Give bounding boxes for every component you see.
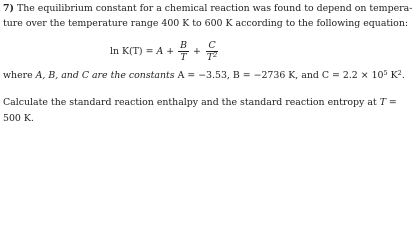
- fraction-c-denominator-base: T: [206, 51, 214, 63]
- problem-line-1: [3, 3, 412, 15]
- fraction-c-denominator-exponent: 2: [213, 50, 218, 59]
- constant-c-exponent: 5: [383, 69, 388, 77]
- fraction-b-denominator: T: [180, 51, 187, 63]
- problem-line-5: [3, 97, 397, 109]
- problem-line-4: [3, 70, 405, 82]
- line4-vars: A, B, and C are the constants: [35, 70, 175, 81]
- equation-plus-2: +: [192, 45, 201, 57]
- problem-text-line-6: 500 K.: [3, 113, 34, 124]
- equation-equals: =: [145, 45, 154, 57]
- fraction-c-denominator: [205, 52, 219, 63]
- equation-a: A: [156, 45, 164, 57]
- constant-c-unit-exponent: 2: [397, 69, 402, 77]
- problem-line-6: [3, 113, 34, 125]
- problem-text-line-1: The equilibrium constant for a chemical reaction was found to depend on tempera-: [16, 3, 412, 14]
- constant-c-prefix: and C = 2.2 × 10: [301, 70, 384, 81]
- fraction-c-over-t2: [205, 40, 219, 63]
- constant-c: and $C = 2.2 \times 10^5$ $K^2$.: [301, 69, 405, 81]
- problem-text-line-2: ture over the temperature range 400 K to 600 K according to the following equation:: [3, 18, 409, 29]
- fraction-b-numerator: B: [180, 39, 187, 51]
- constant-b: B = −2736 K,: [232, 70, 299, 81]
- problem-text-line-5: Calculate the standard reaction enthalpy and the standard reaction entropy at: [3, 97, 377, 108]
- fraction-b-over-t: [178, 40, 189, 63]
- fraction-c-numerator: C: [208, 39, 216, 51]
- line5-temperature: T =: [379, 97, 397, 108]
- equation-plus-1: +: [166, 45, 175, 57]
- problem-number: 7): [3, 3, 14, 14]
- constant-c-unit: K: [390, 70, 398, 81]
- equation-lhs: ln K(T): [110, 45, 143, 57]
- constant-a: A = −3.53,: [177, 70, 230, 81]
- equation: [110, 37, 223, 65]
- line4-prefix: where: [3, 70, 33, 81]
- problem-line-2: [3, 18, 408, 30]
